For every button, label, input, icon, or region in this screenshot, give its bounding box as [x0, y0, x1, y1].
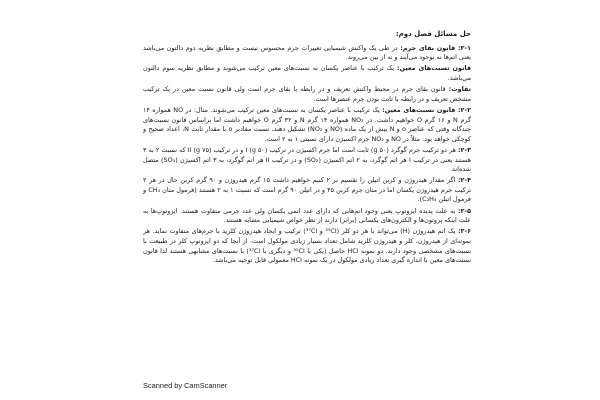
paragraph-difference — [143, 85, 471, 104]
paragraph-2-1-text: در طی یک واکنش شیمیایی تغییرات جرم محسوس نیست و مطابق نظریه دوم دالتون می‌باشد یعنی اتم‌ها نه بوجود می‌آیند و نه از بین می‌روند. — [143, 43, 471, 62]
paragraph-difference-text: قانون بقای جرم در محیط واکنش تعریف و در رابطه با بقای جرم است ولی قانون نسبت معین در یک ترکیب مشخص تعریف و در رابطه با ثابت بودن جرم عنصرها است. — [143, 85, 471, 103]
paragraph-2-5 — [143, 207, 471, 226]
paragraph-2-5-text: به علت پدیده ایزوتوپ یعنی وجود اتم‌هایی که دارای عدد اتمی یکسان ولی عدد جرمی متفاوت هستند. ایزوتوپ‌ها به علت اینکه پروتون‌ها و الکترون‌های یکسانی (برابر) دارند از نظر خواص شیمیایی مشابه هستند. — [143, 206, 471, 225]
scanner-watermark: Scanned by CamScanner — [143, 381, 228, 390]
paragraph-2-1 — [143, 44, 471, 63]
paragraph-2-3-text: هر دو ترکیب جرم گوگرد (g ۵۰) ثابت است اما جرم اکسیژن در ترکیب I (g ۵۰) و در ترکیب II (g ۷۵) که نسبت ۲ به ۳ هستند یعنی در ترکیب I هر اتم گوگرد، به ۲ اتم اکسیژن (SO₂) و در ترکیب II هر اتم گوگرد، به ۳ اتم اکسیژن (SO₃) متصل شده‌اند. — [143, 145, 472, 174]
paragraph-definite-proportions — [143, 64, 471, 83]
paragraph-2-5-title: ۲-۵: — [457, 206, 471, 215]
paragraph-2-6-title: ۲-۶: — [457, 227, 472, 236]
paragraph-2-3-title: ۲-۳: — [457, 145, 471, 154]
paragraph-2-2-text: یک ترکیب با عناصر یکسان به نسبت‌های معین ترکیب می‌شوند. مثال: در NO همواره ۱۴ گرم N و ۱۶ گرم O خواهیم داشت. در NO₂ همواره ۱۴ گرم N و ۳۲ گرم O خواهیم داشت اما براساس قانون نسبت‌های چندگانه وقتی که عناصر o و N بیش از یک ماده (NO و NO₂) تشکیل دهند، نسبت مقادیر o با مقدار ثابت N، اعداد صحیح و کوچکی خواهد بود. مثلاً در NO و NO₂ جرم اکسیژن دارای نسبتی ۱ به ۲ است. — [143, 105, 471, 143]
paragraph-difference-title: تفاوت: — [448, 85, 471, 94]
paragraph-2-6-text: یک اتم هیدروژن (H) می‌تواند با هر دو کلر (³⁵Cl و ³⁷Cl) ترکیب و ایجاد هیدروژن کلرید با جرم‌های متفاوت نماید. هر نمونه‌ای از هیدروژن، کلر و هیدروژن کلرید شامل تعداد بسیار زیادی مولکول است. از آنجا که دو ایزوتوپ کلر در طبیعت با نسبت‌های مشخصی وجود دارند. دو نمونه HCl حاصل (یکی با ³⁵Cl و دیگری با ³⁷Cl) با نسبت‌های مشابهی هستند لذا قانون نسبت‌های معین با اندازه گیری تعداد زیادی مولکول در یک نمونه HCl معمولی قابل توجیه می‌باشد. — [143, 227, 472, 265]
section-heading: حل مسائل فصل دوم: — [395, 30, 471, 38]
paragraph-2-3 — [143, 146, 471, 175]
paragraph-2-2-title: ۲-۲: قانون نسبت‌های معین: — [382, 105, 471, 114]
paragraph-2-4-text: اگر مقدار هیدروژن و کربن اتیلن را تقسیم بر ۲ کنیم خواهیم داشت ۱۵ گرم هیدروژن و ۹۰ گرم کربن حال در هر ۲ ترکیب جرم هیدروژن یکسان اما در متان جرم کربن ۴۵ و در اتیلن ۹۰ گرم است که نسبت ۱ به ۲ هستند (فرمول متان CH₄ و فرمول اتیلن C₂H₄). — [143, 176, 472, 204]
paragraph-2-2 — [143, 106, 471, 144]
paragraph-definite-proportions-title: قانون نسبت‌های معین: — [397, 64, 471, 73]
paragraph-2-1-title: ۲-۱: قانون بقای جرم: — [400, 43, 471, 52]
paragraph-2-4 — [143, 176, 471, 205]
paragraph-2-4-title: ۲-۴: — [457, 176, 471, 185]
scanned-page — [143, 0, 471, 400]
paragraph-definite-proportions-text: یک ترکیب با عناصر یکسان به نسبت‌های معین ترکیب می‌شوند و مطابق نظریه سوم دالتون می‌باشد. — [143, 64, 471, 82]
document-body — [143, 30, 471, 267]
paragraph-2-6 — [143, 227, 471, 265]
